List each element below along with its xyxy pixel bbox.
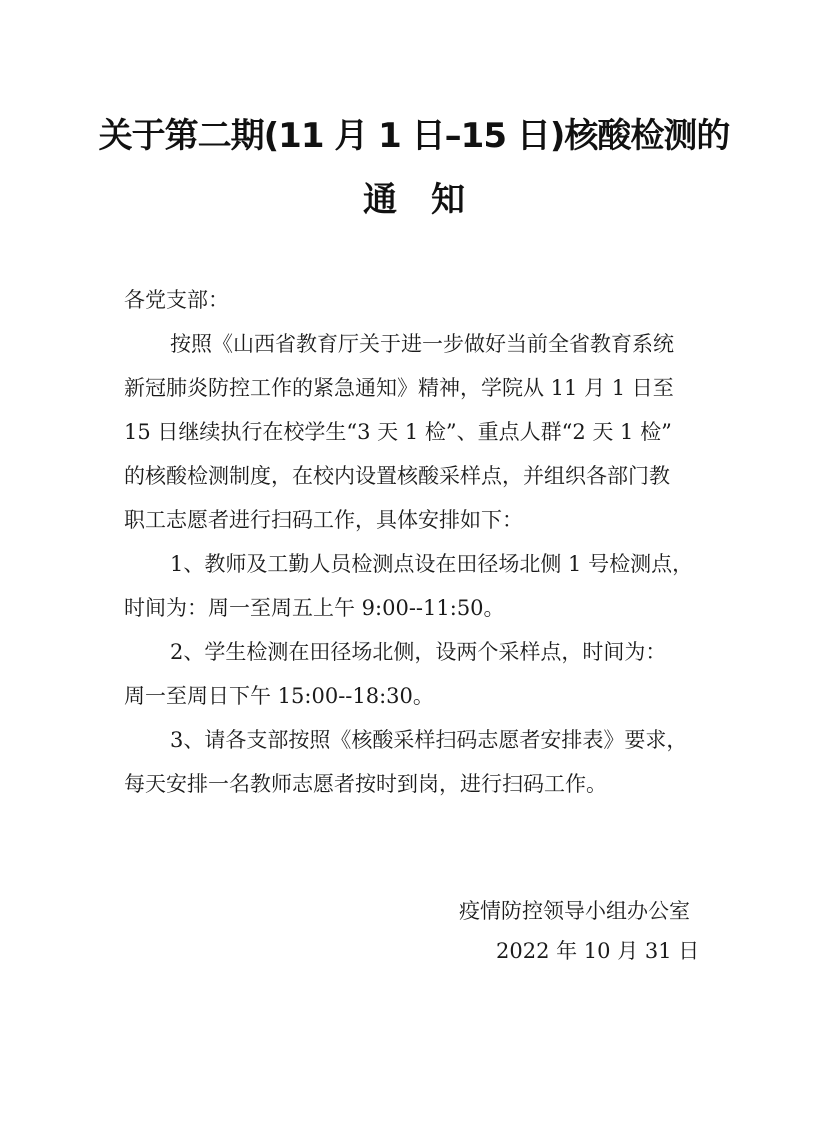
paragraph-line: 新冠肺炎防控工作的紧急通知》精神，学院从 11 月 1 日至	[124, 376, 674, 400]
item-line: 周一至周日下午 15:00--18:30。	[124, 684, 434, 708]
signer: 疫情防控领导小组办公室	[459, 899, 690, 923]
item-line: 3、请各支部按照《核酸采样扫码志愿者安排表》要求，	[170, 728, 688, 752]
paragraph-line: 职工志愿者进行扫码工作，具体安排如下：	[124, 508, 523, 532]
paragraph-line: 的核酸检测制度，在校内设置核酸采样点，并组织各部门教	[124, 464, 670, 488]
document-title: 关于第二期(11 月 1 日–15 日)核酸检测的	[98, 116, 730, 156]
item-line: 1、教师及工勤人员检测点设在田径场北侧 1 号检测点，	[170, 552, 694, 576]
document-title-notice: 通 知	[363, 180, 465, 220]
issue-date: 2022 年 10 月 31 日	[496, 939, 700, 963]
item-line: 每天安排一名教师志愿者按时到岗，进行扫码工作。	[124, 772, 607, 796]
item-line: 时间为：周一至周五上午 9:00--11:50。	[124, 596, 505, 620]
item-line: 2、学生检测在田径场北侧，设两个采样点，时间为：	[170, 640, 667, 664]
salutation: 各党支部：	[124, 288, 229, 312]
paragraph-line: 15 日继续执行在校学生“3 天 1 检”、重点人群“2 天 1 检”	[124, 420, 672, 444]
paragraph-line: 按照《山西省教育厅关于进一步做好当前全省教育系统	[170, 332, 674, 356]
